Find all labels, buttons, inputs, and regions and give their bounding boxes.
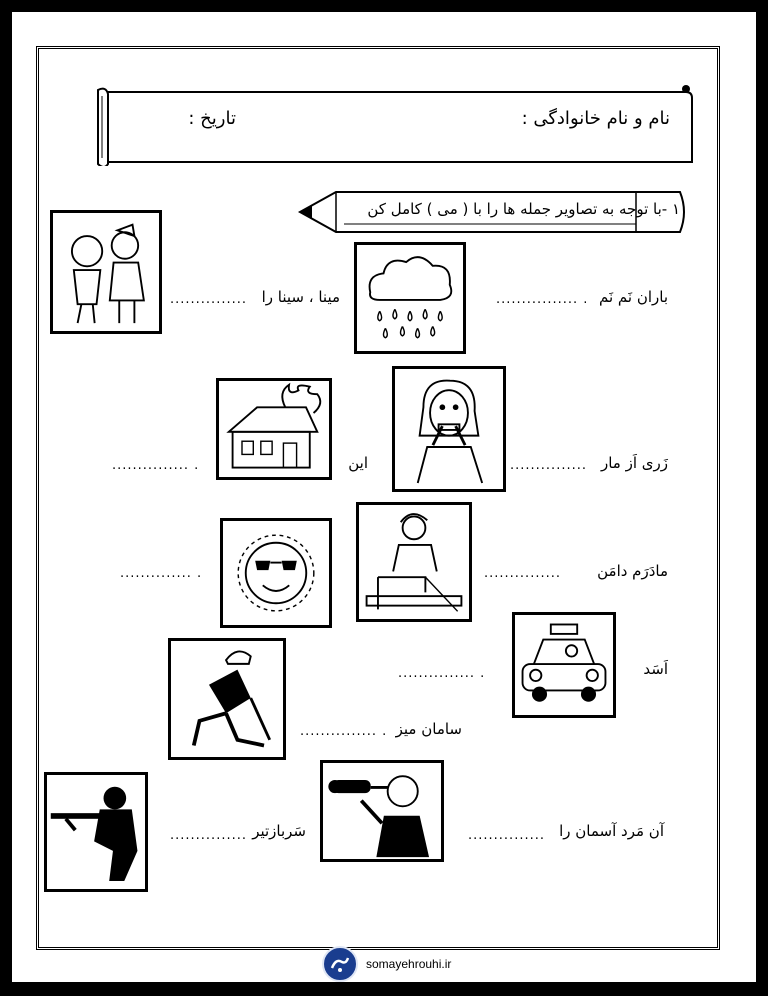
sentence-7: اَسَد	[643, 660, 668, 678]
sewing-woman-icon	[356, 502, 472, 622]
sun-sunglasses-icon	[220, 518, 332, 628]
sentence-9: آن مَرد آسمان را	[559, 822, 664, 840]
sentence-4: این	[348, 454, 368, 472]
burning-house-icon	[216, 378, 332, 480]
answer-blank-1: ................ .	[496, 292, 589, 307]
footer	[322, 944, 451, 984]
site-logo[interactable]	[322, 946, 358, 982]
sentence-3: زَری اَز مار	[600, 454, 668, 472]
answer-blank-6: .............. .	[120, 566, 203, 581]
sentence-8: سامان میز	[395, 720, 462, 738]
answer-blank-9: ...............	[468, 828, 545, 843]
binoculars-man-icon	[320, 760, 444, 862]
instruction-text: ١ -با توجه به تصاویر جمله ها را با ( می ) کامل کن	[367, 200, 680, 218]
taxi-icon	[512, 612, 616, 718]
answer-blank-7: ............... .	[398, 666, 486, 681]
sentence-10: سَربازتیر	[252, 822, 306, 840]
children-icon	[50, 210, 162, 334]
soldier-icon	[44, 772, 148, 892]
site-url[interactable]: somayehrouhi.ir	[366, 957, 452, 971]
sentence-2: مینا ، سینا را	[261, 288, 340, 306]
sentence-5: مادَرَم دامَن	[597, 562, 668, 580]
sentence-1: باران نَم نَم	[598, 288, 668, 306]
worker-icon	[168, 638, 286, 760]
answer-blank-5: ...............	[484, 566, 561, 581]
rain-cloud-icon	[354, 242, 466, 354]
answer-blank-3: ...............	[510, 458, 587, 473]
answer-blank-4: ............... .	[112, 458, 200, 473]
name-label: نام و نام خانوادگی :	[521, 108, 670, 129]
date-label: تاریخ :	[188, 108, 236, 129]
answer-blank-2: ...............	[170, 292, 247, 307]
answer-blank-8: ............... .	[300, 724, 388, 739]
answer-blank-10: ...............	[170, 828, 247, 843]
scared-woman-icon	[392, 366, 506, 492]
